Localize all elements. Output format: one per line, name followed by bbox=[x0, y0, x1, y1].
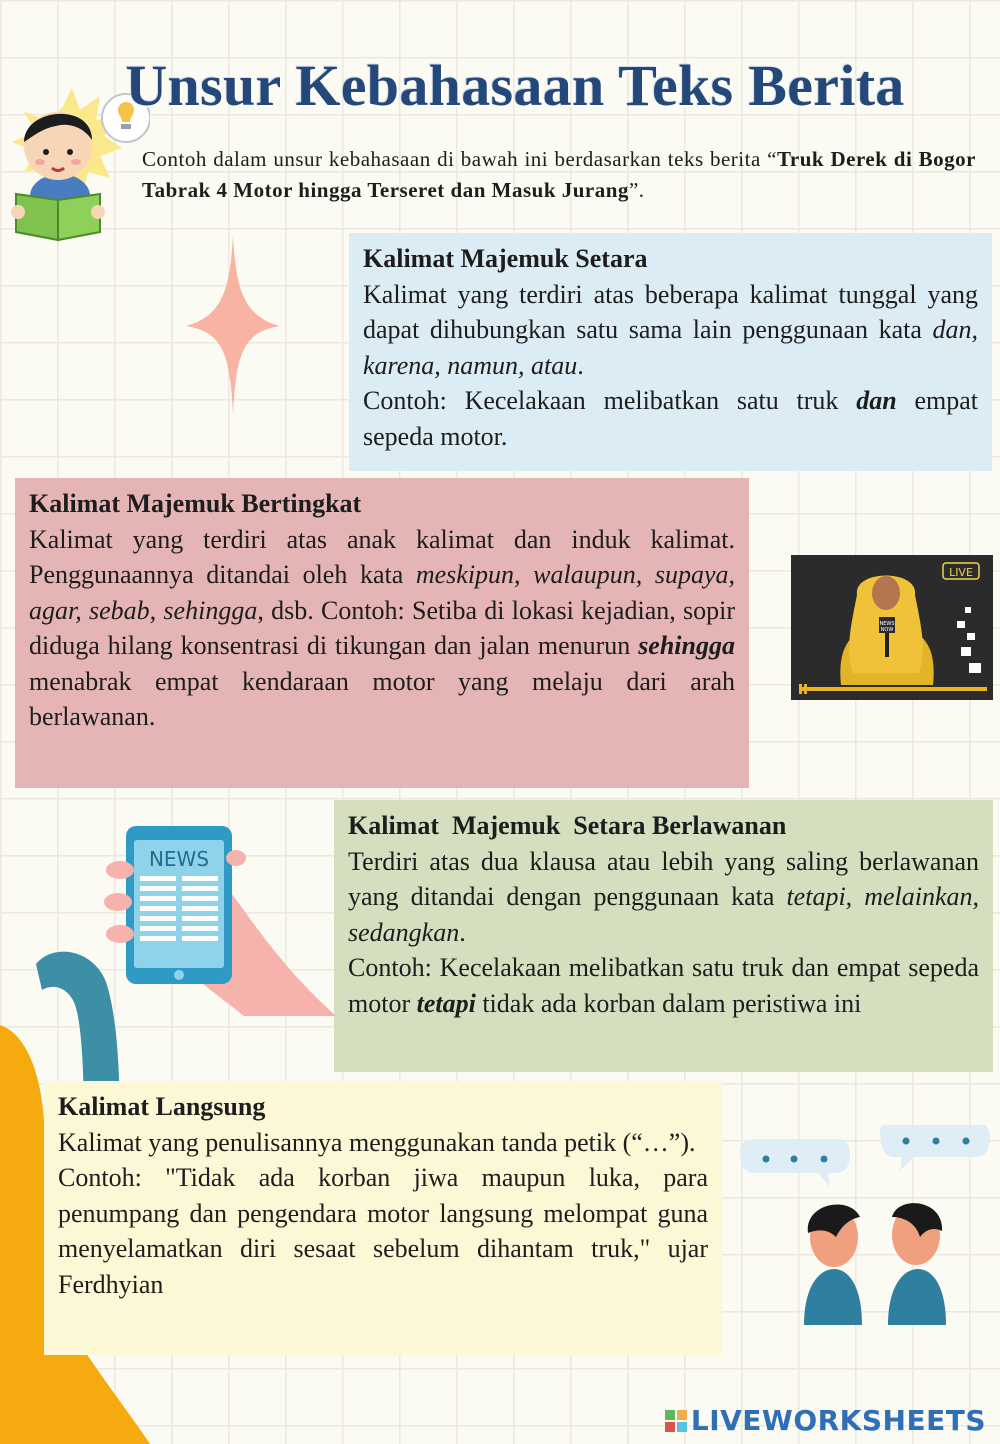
mic-label-2: NOW bbox=[880, 627, 894, 633]
mic-label-1: NEWS bbox=[879, 621, 895, 627]
card-body-italic: tetapi, melainkan, sedangkan bbox=[348, 882, 979, 947]
card-example bbox=[363, 383, 978, 454]
sparkle-icon bbox=[186, 236, 280, 414]
card-body-end: . bbox=[577, 350, 584, 380]
card-example-emphasis: dan bbox=[856, 386, 897, 415]
card-heading: Kalimat Majemuk Bertingkat bbox=[29, 489, 362, 518]
card-example-emphasis: tetapi bbox=[416, 988, 476, 1018]
card-heading: Kalimat Majemuk Setara Berlawanan bbox=[348, 811, 787, 840]
card-body-italic: meskipun, walaupun, supaya, agar, sebab, sehingga bbox=[29, 560, 735, 625]
card-example bbox=[348, 950, 979, 1021]
intro-text-before: Contoh dalam unsur kebahasaan di bawah ini berdasarkan teks berita “ bbox=[142, 147, 777, 171]
intro-text-after: ”. bbox=[628, 178, 645, 202]
card-example-end: empat sepeda motor. bbox=[363, 386, 978, 451]
card-majemuk-setara-berlawanan bbox=[334, 800, 993, 1072]
card-example-text: Contoh: Kecelakaan melibatkan satu truk bbox=[363, 386, 857, 415]
card-heading: Kalimat Majemuk Setara bbox=[363, 244, 648, 273]
card-body-text: Kalimat yang terdiri atas anak kalimat dan induk kalimat. Penggunaannya ditandai oleh kata bbox=[29, 524, 735, 589]
card-body-text: Terdiri atas dua klausa atau lebih yang saling berlawanan yang ditandai dengan penggunaan kata bbox=[348, 846, 979, 911]
card-majemuk-bertingkat bbox=[15, 478, 749, 788]
phone-news-label: NEWS bbox=[148, 847, 210, 871]
card-body bbox=[348, 844, 979, 951]
phone-news-icon bbox=[104, 822, 336, 1018]
card-body-end: , dsb. Contoh: Setiba di lokasi kejadian, sopir diduga hilang konsentrasi di tikungan dan jalan menurun bbox=[29, 595, 736, 660]
footer-brand-text: LIVEWORKSHEETS bbox=[690, 1404, 986, 1437]
card-example: Contoh: "Tidak ada korban jiwa maupun luka, para penumpang dan pengendara motor langsung melompat guna menyelamatkan diri sesaat sebelum dihantam truk," ujar Ferdhyian bbox=[58, 1163, 708, 1299]
footer-brand bbox=[665, 1404, 986, 1437]
card-body bbox=[29, 522, 735, 735]
card-body: Kalimat yang penulisannya menggunakan tanda petik (“…”). bbox=[58, 1127, 696, 1157]
card-body-end: . bbox=[459, 917, 466, 947]
card-example-emphasis: sehingga bbox=[638, 631, 735, 660]
page-title: Unsur Kebahasaan Teks Berita bbox=[125, 53, 905, 118]
card-example-end: menabrak empat kendaraan motor yang melaju dari arah berlawanan. bbox=[29, 666, 735, 731]
card-majemuk-setara bbox=[349, 233, 992, 471]
card-example-text: Contoh: Kecelakaan melibatkan satu truk dan empat sepeda motor bbox=[348, 953, 979, 1018]
card-body-text: Kalimat yang terdiri atas beberapa kalimat tunggal yang dapat dihubungkan satu sama lain penggunaan kata bbox=[363, 279, 978, 344]
tv-live-news-icon bbox=[791, 555, 993, 700]
card-body bbox=[363, 277, 978, 384]
card-body-italic: dan, karena, namun, atau bbox=[363, 315, 978, 380]
conversation-icon bbox=[738, 1125, 990, 1325]
card-kalimat-langsung bbox=[44, 1081, 722, 1355]
intro-paragraph bbox=[142, 144, 976, 206]
card-example-end: tidak ada korban dalam peristiwa ini bbox=[475, 988, 862, 1018]
liveworksheets-logo-icon bbox=[665, 1410, 687, 1434]
card-heading: Kalimat Langsung bbox=[58, 1092, 266, 1121]
tv-live-label: LIVE bbox=[949, 566, 973, 579]
intro-article-title: Truk Derek di Bogor Tabrak 4 Motor hingga Terseret dan Masuk Jurang bbox=[142, 147, 976, 202]
